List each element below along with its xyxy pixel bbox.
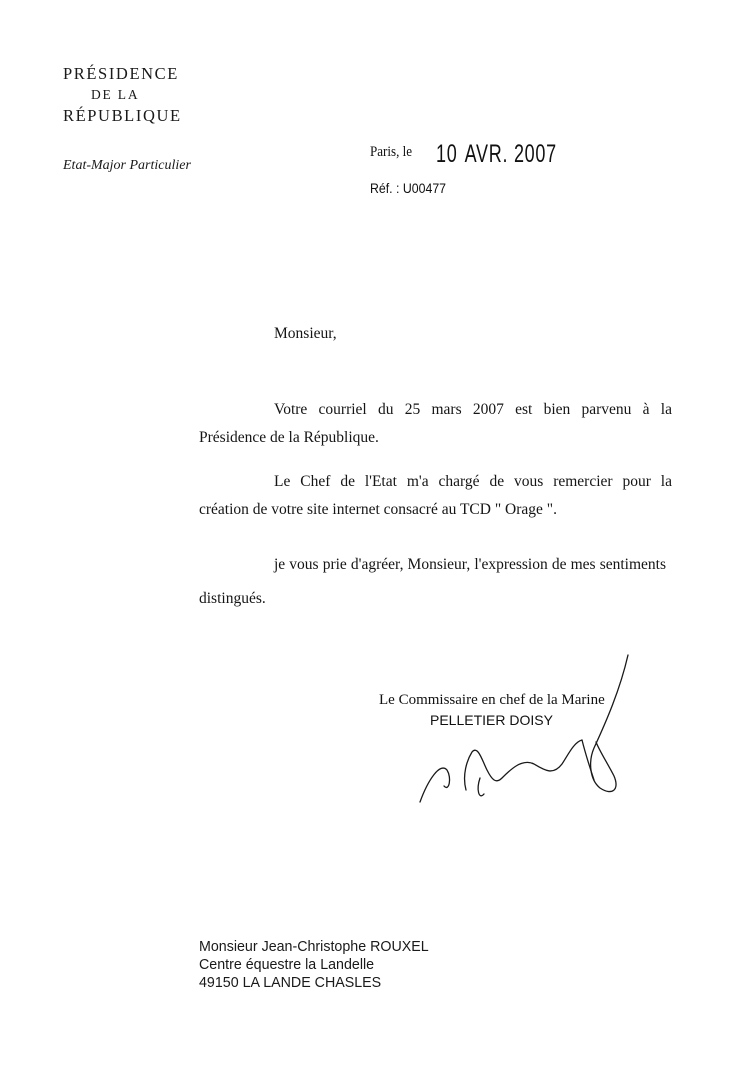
signatory-title: Le Commissaire en chef de la Marine [379,692,605,708]
paragraph-2-line-1: Le Chef de l'Etat m'a chargé de vous remercier pour la [274,473,672,490]
letterhead-line-3: RÉPUBLIQUE [63,106,182,125]
letterhead-line-1: PRÉSIDENCE [63,64,179,83]
recipient-name: Monsieur Jean-Christophe ROUXEL [199,938,429,955]
paragraph-1-line-2: Présidence de la République. [199,429,379,446]
department-name: Etat-Major Particulier [63,158,191,173]
salutation: Monsieur, [274,325,337,342]
place-label: Paris, le [370,144,413,160]
recipient-address-line-2: 49150 LA LANDE CHASLES [199,974,382,991]
paragraph-1-line-1: Votre courriel du 25 mars 2007 est bien parvenu à la [274,401,672,418]
date-month-year: AVR. 2007 [464,140,557,168]
paragraph-3-line-2: distingués. [199,590,266,607]
recipient-address-line-1: Centre équestre la Landelle [199,956,375,973]
reference-number: Réf. : U00477 [370,180,447,196]
date-day: 10 [436,140,458,168]
letterhead-line-2: DE LA [91,87,140,102]
paragraph-2-line-2: création de votre site internet consacré au TCD " Orage ". [199,501,557,518]
paragraph-3-line-1: je vous prie d'agréer, Monsieur, l'expression de mes sentiments [274,556,666,573]
signatory-name: PELLETIER DOISY [430,712,553,728]
